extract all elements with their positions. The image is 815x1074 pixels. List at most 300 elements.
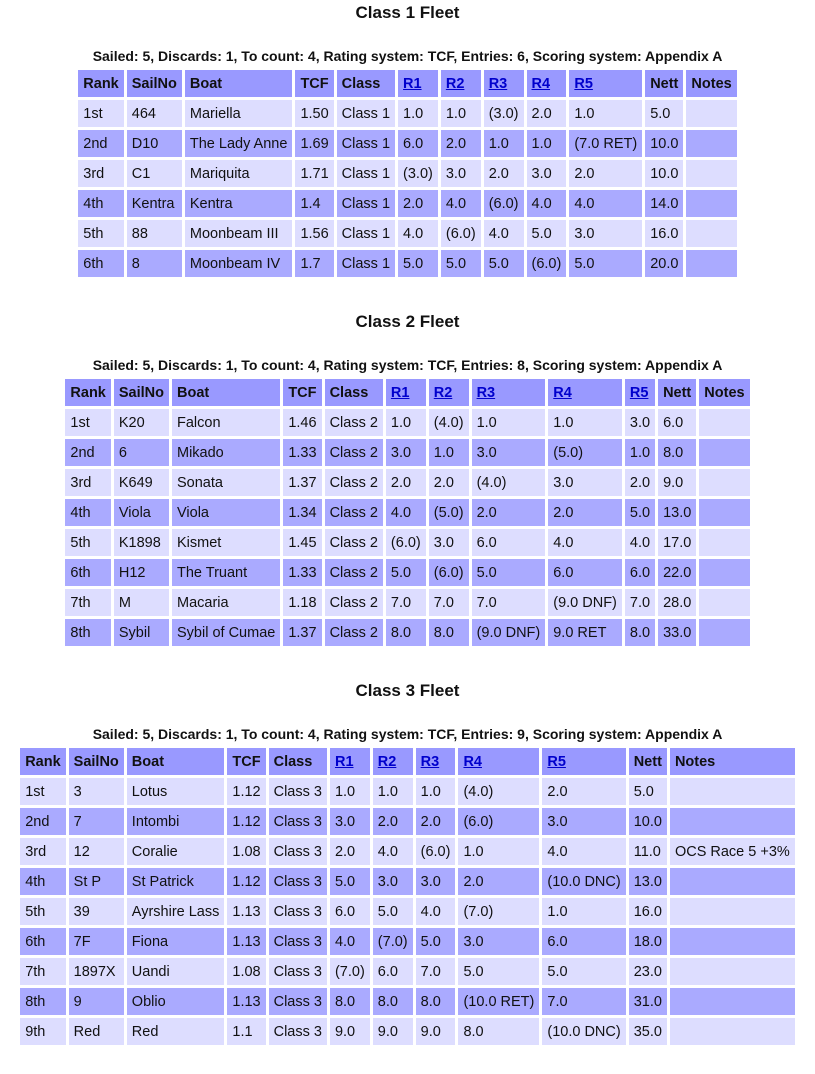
cell-r5: 6.0 xyxy=(542,928,625,955)
cell-boat: Moonbeam III xyxy=(185,220,293,247)
cell-tcf: 1.1 xyxy=(227,1018,265,1045)
cell-class: Class 1 xyxy=(337,220,395,247)
cell-r4: 1.0 xyxy=(458,838,539,865)
cell-sailno: Sybil xyxy=(114,619,169,646)
cell-notes: OCS Race 5 +3% xyxy=(670,838,795,865)
table-row xyxy=(20,988,795,1015)
cell-sailno: 88 xyxy=(127,220,182,247)
cell-nett: 14.0 xyxy=(645,190,683,217)
cell-nett: 8.0 xyxy=(658,439,696,466)
column-header-class: Class xyxy=(269,748,327,775)
table-row xyxy=(65,439,749,466)
cell-sailno: St P xyxy=(69,868,124,895)
cell-class: Class 2 xyxy=(325,559,383,586)
cell-class: Class 2 xyxy=(325,619,383,646)
cell-tcf: 1.56 xyxy=(295,220,333,247)
column-header-nett: Nett xyxy=(629,748,667,775)
fleet-section xyxy=(0,312,815,649)
cell-tcf: 1.12 xyxy=(227,868,265,895)
cell-rank: 6th xyxy=(20,928,65,955)
cell-rank: 9th xyxy=(20,1018,65,1045)
column-header-r5 xyxy=(625,379,655,406)
column-header-r5 xyxy=(569,70,642,97)
cell-boat: Sybil of Cumae xyxy=(172,619,280,646)
cell-r3: (4.0) xyxy=(472,469,546,496)
fleet-title: Class 2 Fleet xyxy=(355,312,460,331)
cell-r1: 5.0 xyxy=(398,250,438,277)
cell-class: Class 2 xyxy=(325,409,383,436)
cell-boat: Lotus xyxy=(127,778,225,805)
cell-class: Class 3 xyxy=(269,838,327,865)
cell-boat: Viola xyxy=(172,499,280,526)
cell-notes xyxy=(686,160,736,187)
table-row xyxy=(65,619,749,646)
cell-r5: 2.0 xyxy=(625,469,655,496)
cell-r2: 3.0 xyxy=(441,160,481,187)
fleet-summary: Sailed: 5, Discards: 1, To count: 4, Rating system: TCF, Entries: 8, Scoring system: Appendix A xyxy=(92,357,723,373)
cell-nett: 22.0 xyxy=(658,559,696,586)
cell-sailno: 9 xyxy=(69,988,124,1015)
cell-rank: 3rd xyxy=(65,469,110,496)
cell-notes xyxy=(699,409,749,436)
cell-r3: 5.0 xyxy=(484,250,524,277)
column-header-sailno: SailNo xyxy=(114,379,169,406)
column-header-r2 xyxy=(429,379,469,406)
cell-r4: (5.0) xyxy=(548,439,622,466)
cell-class: Class 3 xyxy=(269,868,327,895)
race-r2-link[interactable]: R2 xyxy=(377,753,397,770)
cell-nett: 11.0 xyxy=(629,838,667,865)
table-row xyxy=(65,409,749,436)
race-r1-link[interactable]: R1 xyxy=(334,753,354,770)
cell-r1: 8.0 xyxy=(330,988,370,1015)
column-header-class: Class xyxy=(325,379,383,406)
cell-rank: 5th xyxy=(78,220,123,247)
cell-r3: 5.0 xyxy=(416,928,456,955)
cell-r4: 5.0 xyxy=(527,220,567,247)
cell-boat: Sonata xyxy=(172,469,280,496)
table-row xyxy=(20,928,795,955)
table-row xyxy=(65,589,749,616)
column-header-rank: Rank xyxy=(20,748,65,775)
cell-r3: 4.0 xyxy=(484,220,524,247)
cell-notes xyxy=(670,868,795,895)
cell-tcf: 1.13 xyxy=(227,898,265,925)
cell-class: Class 1 xyxy=(337,130,395,157)
cell-rank: 3rd xyxy=(20,838,65,865)
cell-rank: 5th xyxy=(65,529,110,556)
cell-sailno: Red xyxy=(69,1018,124,1045)
cell-r5: 2.0 xyxy=(542,778,625,805)
cell-r1: 2.0 xyxy=(330,838,370,865)
race-r5-link[interactable]: R5 xyxy=(547,753,566,770)
cell-nett: 6.0 xyxy=(658,409,696,436)
cell-r1: 4.0 xyxy=(386,499,426,526)
cell-sailno: K1898 xyxy=(114,529,169,556)
cell-nett: 28.0 xyxy=(658,589,696,616)
cell-tcf: 1.33 xyxy=(283,559,321,586)
cell-notes xyxy=(670,898,795,925)
race-r3-link[interactable]: R3 xyxy=(488,75,508,92)
cell-notes xyxy=(670,958,795,985)
cell-r5: (7.0 RET) xyxy=(569,130,642,157)
cell-tcf: 1.13 xyxy=(227,988,265,1015)
cell-class: Class 3 xyxy=(269,808,327,835)
cell-r5: 1.0 xyxy=(542,898,625,925)
cell-notes xyxy=(686,190,736,217)
cell-rank: 4th xyxy=(78,190,123,217)
column-header-tcf: TCF xyxy=(227,748,265,775)
cell-tcf: 1.34 xyxy=(283,499,321,526)
cell-notes xyxy=(699,439,749,466)
table-row xyxy=(78,160,736,187)
column-header-rank: Rank xyxy=(78,70,123,97)
header-row xyxy=(20,748,795,775)
column-header-r1 xyxy=(330,748,370,775)
cell-r2: 4.0 xyxy=(373,838,413,865)
cell-nett: 18.0 xyxy=(629,928,667,955)
cell-class: Class 3 xyxy=(269,928,327,955)
cell-r5: 7.0 xyxy=(625,589,655,616)
cell-r2: (4.0) xyxy=(429,409,469,436)
cell-r5: (10.0 DNC) xyxy=(542,1018,625,1045)
race-r2-link[interactable]: R2 xyxy=(433,384,453,401)
cell-notes xyxy=(699,619,749,646)
cell-nett: 17.0 xyxy=(658,529,696,556)
cell-r5: 5.0 xyxy=(542,958,625,985)
cell-class: Class 3 xyxy=(269,898,327,925)
fleet-title: Class 3 Fleet xyxy=(355,681,460,700)
cell-tcf: 1.69 xyxy=(295,130,333,157)
cell-class: Class 1 xyxy=(337,100,395,127)
column-header-r4 xyxy=(458,748,539,775)
cell-sailno: 1897X xyxy=(69,958,124,985)
cell-r2: 3.0 xyxy=(429,529,469,556)
cell-r3: 4.0 xyxy=(416,898,456,925)
cell-tcf: 1.13 xyxy=(227,928,265,955)
cell-nett: 20.0 xyxy=(645,250,683,277)
race-r3-link[interactable]: R3 xyxy=(476,384,496,401)
cell-boat: St Patrick xyxy=(127,868,225,895)
cell-r5: 1.0 xyxy=(569,100,642,127)
cell-notes xyxy=(699,469,749,496)
cell-boat: Falcon xyxy=(172,409,280,436)
cell-tcf: 1.12 xyxy=(227,808,265,835)
cell-boat: Ayrshire Lass xyxy=(127,898,225,925)
column-header-r4 xyxy=(527,70,567,97)
cell-r5: 1.0 xyxy=(625,439,655,466)
cell-r2: 2.0 xyxy=(429,469,469,496)
cell-boat: Mariella xyxy=(185,100,293,127)
column-header-r1 xyxy=(398,70,438,97)
cell-sailno: 7F xyxy=(69,928,124,955)
race-r2-link[interactable]: R2 xyxy=(445,75,465,92)
cell-sailno: 12 xyxy=(69,838,124,865)
cell-class: Class 3 xyxy=(269,778,327,805)
column-header-boat: Boat xyxy=(172,379,280,406)
column-header-nett: Nett xyxy=(658,379,696,406)
table-row xyxy=(20,808,795,835)
cell-r2: 2.0 xyxy=(373,808,413,835)
table-row xyxy=(78,130,736,157)
cell-class: Class 1 xyxy=(337,160,395,187)
cell-r3: 3.0 xyxy=(416,868,456,895)
cell-rank: 3rd xyxy=(78,160,123,187)
cell-r4: 1.0 xyxy=(527,130,567,157)
column-header-r3 xyxy=(416,748,456,775)
cell-r5: 4.0 xyxy=(569,190,642,217)
cell-sailno: 8 xyxy=(127,250,182,277)
cell-nett: 13.0 xyxy=(629,868,667,895)
cell-rank: 5th xyxy=(20,898,65,925)
cell-class: Class 2 xyxy=(325,589,383,616)
cell-notes xyxy=(670,808,795,835)
race-r4-link[interactable]: R4 xyxy=(531,75,551,92)
cell-nett: 33.0 xyxy=(658,619,696,646)
cell-r2: 6.0 xyxy=(373,958,413,985)
cell-notes xyxy=(670,1018,795,1045)
cell-rank: 6th xyxy=(78,250,123,277)
cell-r4: 6.0 xyxy=(548,559,622,586)
cell-sailno: D10 xyxy=(127,130,182,157)
column-header-sailno: SailNo xyxy=(69,748,124,775)
cell-r1: 1.0 xyxy=(386,409,426,436)
cell-class: Class 2 xyxy=(325,529,383,556)
cell-boat: Mariquita xyxy=(185,160,293,187)
cell-r4: 3.0 xyxy=(458,928,539,955)
cell-boat: Macaria xyxy=(172,589,280,616)
cell-r4: 5.0 xyxy=(458,958,539,985)
fleet-title: Class 1 Fleet xyxy=(355,3,460,22)
column-header-notes: Notes xyxy=(670,748,795,775)
cell-r3: (9.0 DNF) xyxy=(472,619,546,646)
cell-tcf: 1.18 xyxy=(283,589,321,616)
cell-tcf: 1.45 xyxy=(283,529,321,556)
cell-r2: (6.0) xyxy=(429,559,469,586)
cell-r2: 1.0 xyxy=(429,439,469,466)
column-header-sailno: SailNo xyxy=(127,70,182,97)
cell-tcf: 1.71 xyxy=(295,160,333,187)
cell-r5: 5.0 xyxy=(569,250,642,277)
column-header-rank: Rank xyxy=(65,379,110,406)
column-header-r2 xyxy=(441,70,481,97)
cell-boat: Red xyxy=(127,1018,225,1045)
cell-notes xyxy=(670,778,795,805)
cell-notes xyxy=(686,100,736,127)
race-r4-link[interactable]: R4 xyxy=(553,384,572,401)
cell-nett: 31.0 xyxy=(629,988,667,1015)
cell-r4: (9.0 DNF) xyxy=(548,589,622,616)
cell-r2: 2.0 xyxy=(441,130,481,157)
cell-boat: The Truant xyxy=(172,559,280,586)
cell-rank: 8th xyxy=(65,619,110,646)
table-row xyxy=(20,958,795,985)
cell-rank: 8th xyxy=(20,988,65,1015)
cell-sailno: 464 xyxy=(127,100,182,127)
cell-r4: (4.0) xyxy=(458,778,539,805)
header-row xyxy=(78,70,736,97)
race-r3-link[interactable]: R3 xyxy=(420,753,440,770)
column-header-boat: Boat xyxy=(185,70,293,97)
table-row xyxy=(65,559,749,586)
cell-r4: 4.0 xyxy=(548,529,622,556)
cell-sailno: 6 xyxy=(114,439,169,466)
cell-r1: (6.0) xyxy=(386,529,426,556)
table-row xyxy=(20,868,795,895)
race-r5-link[interactable]: R5 xyxy=(574,75,593,92)
cell-r3: 5.0 xyxy=(472,559,546,586)
cell-rank: 2nd xyxy=(78,130,123,157)
cell-r3: 1.0 xyxy=(472,409,546,436)
cell-notes xyxy=(699,559,749,586)
cell-r5: 4.0 xyxy=(542,838,625,865)
cell-r1: (3.0) xyxy=(398,160,438,187)
race-r1-link[interactable]: R1 xyxy=(390,384,410,401)
results-table xyxy=(75,67,739,280)
cell-rank: 2nd xyxy=(20,808,65,835)
cell-r2: (6.0) xyxy=(441,220,481,247)
table-row xyxy=(65,469,749,496)
fleet-section xyxy=(0,3,815,280)
cell-rank: 1st xyxy=(78,100,123,127)
cell-sailno: K649 xyxy=(114,469,169,496)
cell-r2: 4.0 xyxy=(441,190,481,217)
cell-r1: 3.0 xyxy=(330,808,370,835)
cell-tcf: 1.33 xyxy=(283,439,321,466)
cell-rank: 7th xyxy=(65,589,110,616)
cell-boat: Oblio xyxy=(127,988,225,1015)
cell-nett: 16.0 xyxy=(629,898,667,925)
cell-tcf: 1.08 xyxy=(227,838,265,865)
cell-r2: 1.0 xyxy=(373,778,413,805)
column-header-nett: Nett xyxy=(645,70,683,97)
table-row xyxy=(78,100,736,127)
column-header-r5 xyxy=(542,748,625,775)
cell-boat: Moonbeam IV xyxy=(185,250,293,277)
cell-r1: 8.0 xyxy=(386,619,426,646)
cell-notes xyxy=(699,499,749,526)
cell-r2: (5.0) xyxy=(429,499,469,526)
race-r1-link[interactable]: R1 xyxy=(403,75,422,92)
cell-r4: 9.0 RET xyxy=(548,619,622,646)
column-header-tcf: TCF xyxy=(283,379,321,406)
table-row xyxy=(78,250,736,277)
cell-r4: (10.0 RET) xyxy=(458,988,539,1015)
table-row xyxy=(20,838,795,865)
cell-r3: (3.0) xyxy=(484,100,524,127)
cell-r2: 8.0 xyxy=(373,988,413,1015)
cell-sailno: K20 xyxy=(114,409,169,436)
cell-rank: 1st xyxy=(20,778,65,805)
cell-r5: 5.0 xyxy=(625,499,655,526)
cell-sailno: 7 xyxy=(69,808,124,835)
cell-r1: 7.0 xyxy=(386,589,426,616)
cell-r3: 7.0 xyxy=(416,958,456,985)
cell-nett: 23.0 xyxy=(629,958,667,985)
cell-boat: Kentra xyxy=(185,190,293,217)
column-header-boat: Boat xyxy=(127,748,225,775)
cell-r5: (10.0 DNC) xyxy=(542,868,625,895)
cell-notes xyxy=(699,589,749,616)
column-header-notes: Notes xyxy=(686,70,736,97)
cell-boat: Mikado xyxy=(172,439,280,466)
cell-r2: 5.0 xyxy=(441,250,481,277)
cell-nett: 10.0 xyxy=(645,130,683,157)
cell-tcf: 1.46 xyxy=(283,409,321,436)
fleet-summary: Sailed: 5, Discards: 1, To count: 4, Rating system: TCF, Entries: 9, Scoring system: Appendix A xyxy=(92,726,723,742)
cell-r1: 4.0 xyxy=(330,928,370,955)
cell-r2: 8.0 xyxy=(429,619,469,646)
table-row xyxy=(78,190,736,217)
cell-r4: 3.0 xyxy=(527,160,567,187)
cell-nett: 13.0 xyxy=(658,499,696,526)
column-header-r2 xyxy=(373,748,413,775)
cell-r5: 4.0 xyxy=(625,529,655,556)
cell-rank: 4th xyxy=(65,499,110,526)
cell-r1: 5.0 xyxy=(330,868,370,895)
cell-notes xyxy=(699,529,749,556)
cell-notes xyxy=(670,928,795,955)
cell-r3: 1.0 xyxy=(416,778,456,805)
cell-boat: Uandi xyxy=(127,958,225,985)
cell-class: Class 1 xyxy=(337,250,395,277)
cell-boat: Kismet xyxy=(172,529,280,556)
cell-boat: Coralie xyxy=(127,838,225,865)
column-header-r4 xyxy=(548,379,622,406)
cell-r1: 2.0 xyxy=(398,190,438,217)
cell-r4: 1.0 xyxy=(548,409,622,436)
cell-r5: 2.0 xyxy=(569,160,642,187)
cell-notes xyxy=(670,988,795,1015)
cell-nett: 9.0 xyxy=(658,469,696,496)
cell-r2: 1.0 xyxy=(441,100,481,127)
cell-r5: 6.0 xyxy=(625,559,655,586)
cell-r3: (6.0) xyxy=(416,838,456,865)
cell-r1: 2.0 xyxy=(386,469,426,496)
column-header-notes: Notes xyxy=(699,379,749,406)
cell-r4: (7.0) xyxy=(458,898,539,925)
cell-sailno: M xyxy=(114,589,169,616)
cell-rank: 7th xyxy=(20,958,65,985)
table-row xyxy=(65,499,749,526)
cell-rank: 4th xyxy=(20,868,65,895)
cell-r3: 2.0 xyxy=(416,808,456,835)
cell-class: Class 3 xyxy=(269,958,327,985)
cell-r4: (6.0) xyxy=(458,808,539,835)
cell-r1: 6.0 xyxy=(398,130,438,157)
cell-r5: 3.0 xyxy=(542,808,625,835)
cell-r5: 8.0 xyxy=(625,619,655,646)
cell-class: Class 2 xyxy=(325,439,383,466)
cell-notes xyxy=(686,130,736,157)
column-header-tcf: TCF xyxy=(295,70,333,97)
cell-r1: (7.0) xyxy=(330,958,370,985)
cell-r4: 2.0 xyxy=(527,100,567,127)
column-header-r3 xyxy=(484,70,524,97)
cell-sailno: 39 xyxy=(69,898,124,925)
cell-r1: 3.0 xyxy=(386,439,426,466)
cell-tcf: 1.50 xyxy=(295,100,333,127)
cell-rank: 1st xyxy=(65,409,110,436)
race-r5-link[interactable]: R5 xyxy=(629,384,649,401)
cell-notes xyxy=(686,220,736,247)
cell-sailno: C1 xyxy=(127,160,182,187)
race-r4-link[interactable]: R4 xyxy=(463,753,482,770)
cell-r5: 3.0 xyxy=(625,409,655,436)
cell-r3: 2.0 xyxy=(472,499,546,526)
cell-tcf: 1.08 xyxy=(227,958,265,985)
cell-boat: Fiona xyxy=(127,928,225,955)
